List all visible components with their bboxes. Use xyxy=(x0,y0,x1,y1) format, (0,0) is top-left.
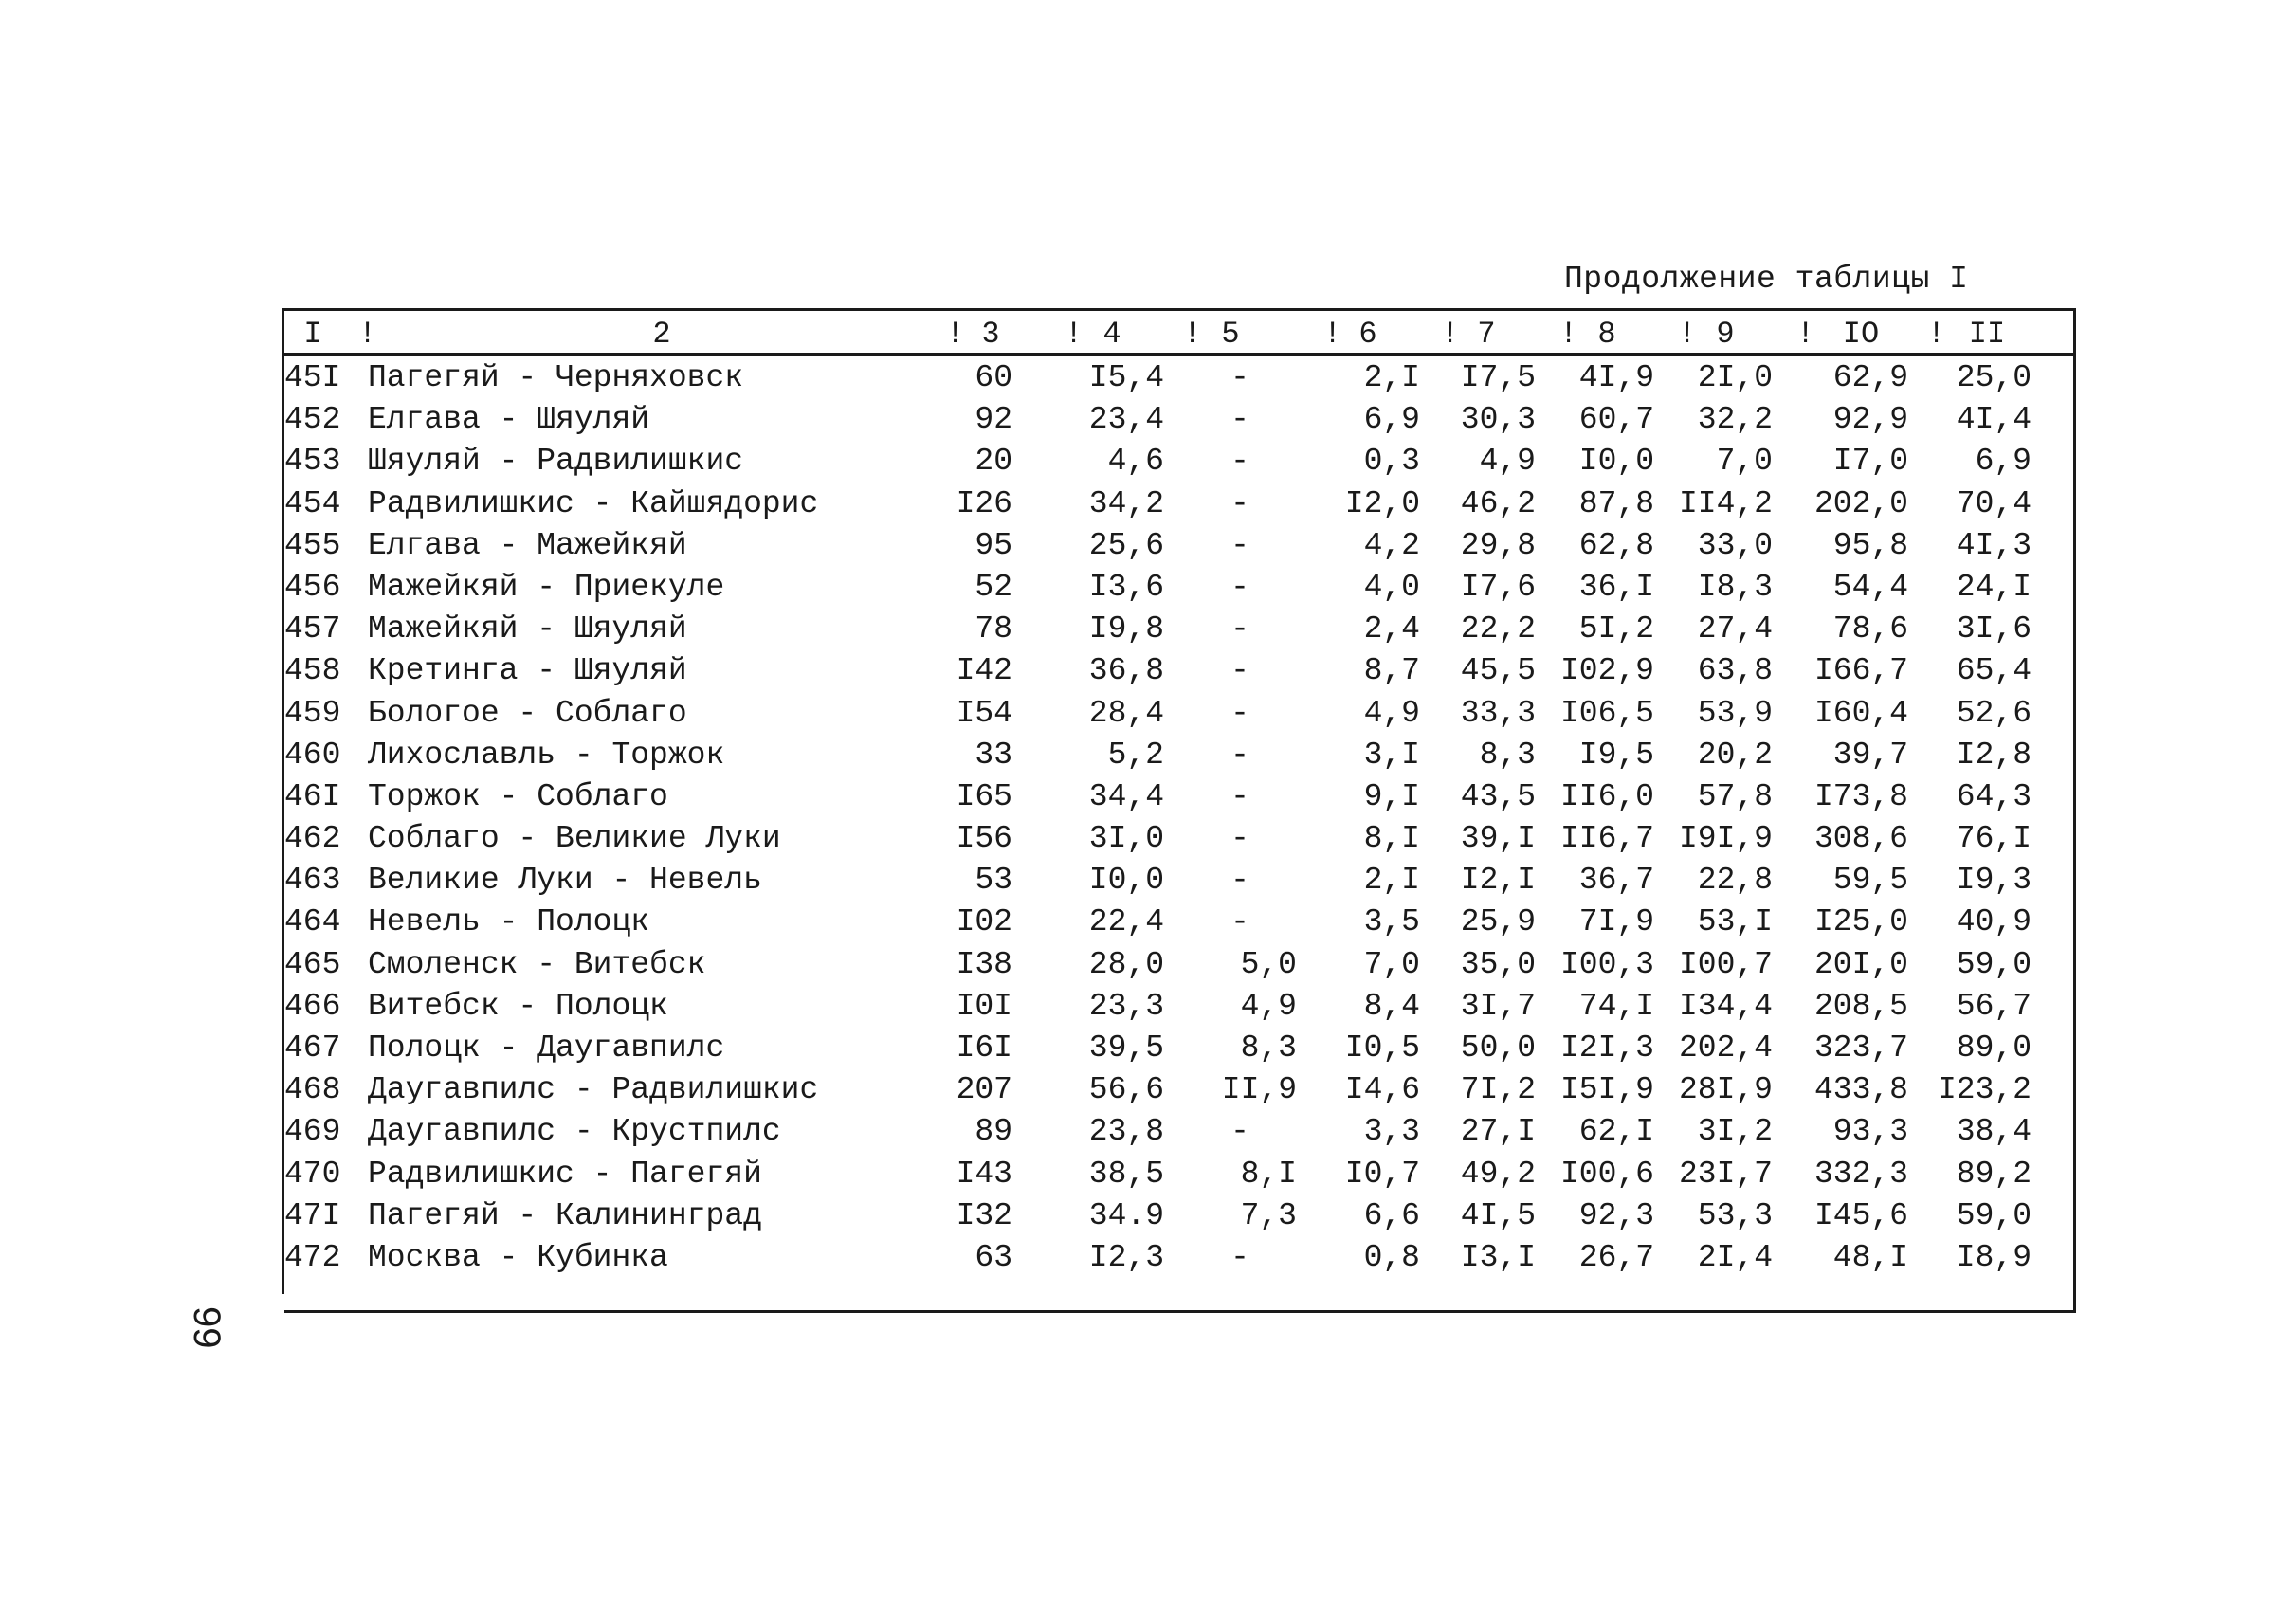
cell-col11: 4I,3 xyxy=(1956,527,2032,563)
cell-col7: 27,I xyxy=(1460,1114,1536,1150)
cell-col7: 22,2 xyxy=(1460,611,1536,647)
cell-col6: 8,I xyxy=(1363,821,1420,857)
header-col-8: 8 xyxy=(1597,317,1616,352)
cell-col4: 28,4 xyxy=(1088,695,1164,731)
cell-col5: - xyxy=(1230,569,1249,605)
cell-col5: 8,I xyxy=(1240,1156,1297,1192)
cell-col3: 53 xyxy=(975,863,1012,899)
cell-col9: 7,0 xyxy=(1716,444,1773,480)
cell-col4: 5,2 xyxy=(1107,737,1164,773)
cell-col4: 39,5 xyxy=(1088,1030,1164,1066)
cell-number: 452 xyxy=(284,402,341,438)
cell-col7: 4,9 xyxy=(1479,444,1536,480)
cell-col9: 23I,7 xyxy=(1678,1156,1773,1192)
table-row xyxy=(282,651,2074,693)
cell-col4: 3I,0 xyxy=(1088,821,1164,857)
cell-col10: 78,6 xyxy=(1832,611,1908,647)
table-body xyxy=(282,358,2074,1280)
cell-col7: 46,2 xyxy=(1460,485,1536,521)
cell-number: 470 xyxy=(284,1156,341,1192)
cell-number: 46I xyxy=(284,778,341,814)
table-row xyxy=(282,819,2074,861)
cell-col8: 62,I xyxy=(1578,1114,1654,1150)
cell-col3: 95 xyxy=(975,527,1012,563)
cell-col8: 7I,9 xyxy=(1578,904,1654,940)
cell-col10: 433,8 xyxy=(1813,1072,1908,1108)
cell-col6: 9,I xyxy=(1363,778,1420,814)
cell-col4: 56,6 xyxy=(1088,1072,1164,1108)
cell-route: Елгава - Мажейкяй xyxy=(368,527,687,563)
cell-number: 464 xyxy=(284,904,341,940)
cell-route: Смоленск - Витебск xyxy=(368,946,706,982)
cell-col10: 323,7 xyxy=(1813,1030,1908,1066)
cell-col7: I2,I xyxy=(1460,863,1536,899)
cell-col6: 6,6 xyxy=(1363,1197,1420,1233)
table-row xyxy=(282,610,2074,651)
cell-col3: I02 xyxy=(956,904,1012,940)
table-row xyxy=(282,568,2074,610)
cell-col6: I0,7 xyxy=(1344,1156,1420,1192)
cell-col11: 6,9 xyxy=(1975,444,2032,480)
cell-route: Мажейкяй - Приекуле xyxy=(368,569,725,605)
cell-col8: 26,7 xyxy=(1578,1239,1654,1275)
header-col-1: I xyxy=(303,317,322,352)
cell-col11: 59,0 xyxy=(1956,1197,2032,1233)
cell-col4: I3,6 xyxy=(1088,569,1164,605)
cell-col3: I32 xyxy=(956,1197,1012,1233)
cell-col5: 4,9 xyxy=(1240,988,1297,1024)
cell-col5: - xyxy=(1230,737,1249,773)
cell-route: Даугавпилс - Крустпилс xyxy=(368,1114,781,1150)
cell-col9: 53,I xyxy=(1697,904,1773,940)
cell-col7: 50,0 xyxy=(1460,1030,1536,1066)
cell-col9: I00,7 xyxy=(1678,946,1773,982)
cell-col7: 33,3 xyxy=(1460,695,1536,731)
cell-col10: I7,0 xyxy=(1832,444,1908,480)
cell-col9: 2I,0 xyxy=(1697,360,1773,395)
cell-col5: - xyxy=(1230,402,1249,438)
cell-col8: II6,7 xyxy=(1559,821,1654,857)
cell-col8: I06,5 xyxy=(1559,695,1654,731)
cell-col9: I34,4 xyxy=(1678,988,1773,1024)
cell-col7: 3I,7 xyxy=(1460,988,1536,1024)
cell-col11: 40,9 xyxy=(1956,904,2032,940)
cell-col8: 36,7 xyxy=(1578,863,1654,899)
cell-col8: I2I,3 xyxy=(1559,1030,1654,1066)
cell-col3: I43 xyxy=(956,1156,1012,1192)
table-row xyxy=(282,903,2074,944)
table-header-row xyxy=(282,317,2074,351)
cell-number: 465 xyxy=(284,946,341,982)
header-separator: ! xyxy=(358,317,377,352)
table-row xyxy=(282,777,2074,819)
cell-col9: 3I,2 xyxy=(1697,1114,1773,1150)
cell-route: Пагегяй - Калининград xyxy=(368,1197,762,1233)
cell-col10: 332,3 xyxy=(1813,1156,1908,1192)
cell-col6: 8,7 xyxy=(1363,653,1420,689)
header-separator: ! xyxy=(1441,317,1460,352)
cell-col4: 34,4 xyxy=(1088,778,1164,814)
cell-number: 455 xyxy=(284,527,341,563)
cell-col3: I65 xyxy=(956,778,1012,814)
cell-col4: 23,8 xyxy=(1088,1114,1164,1150)
cell-col8: II6,0 xyxy=(1559,778,1654,814)
cell-col8: I00,3 xyxy=(1559,946,1654,982)
cell-col6: 2,I xyxy=(1363,863,1420,899)
cell-col8: 5I,2 xyxy=(1578,611,1654,647)
cell-col3: 89 xyxy=(975,1114,1012,1150)
cell-col6: I4,6 xyxy=(1344,1072,1420,1108)
cell-number: 469 xyxy=(284,1114,341,1150)
cell-col11: I2,8 xyxy=(1956,737,2032,773)
cell-route: Невель - Полоцк xyxy=(368,904,650,940)
cell-col4: 38,5 xyxy=(1088,1156,1164,1192)
cell-route: Москва - Кубинка xyxy=(368,1239,668,1275)
cell-col6: 2,I xyxy=(1363,360,1420,395)
cell-route: Радвилишкис - Пагегяй xyxy=(368,1156,762,1192)
cell-col9: 57,8 xyxy=(1697,778,1773,814)
cell-col10: I45,6 xyxy=(1813,1197,1908,1233)
cell-col8: I02,9 xyxy=(1559,653,1654,689)
cell-number: 463 xyxy=(284,863,341,899)
cell-number: 472 xyxy=(284,1239,341,1275)
cell-col10: 208,5 xyxy=(1813,988,1908,1024)
cell-col5: - xyxy=(1230,360,1249,395)
cell-col3: 52 xyxy=(975,569,1012,605)
table-row xyxy=(282,484,2074,526)
cell-col9: I9I,9 xyxy=(1678,821,1773,857)
header-separator: ! xyxy=(1559,317,1578,352)
cell-col10: 62,9 xyxy=(1832,360,1908,395)
cell-col4: 4,6 xyxy=(1107,444,1164,480)
cell-col9: 53,3 xyxy=(1697,1197,1773,1233)
cell-col10: 308,6 xyxy=(1813,821,1908,857)
cell-route: Даугавпилс - Радвилишкис xyxy=(368,1072,819,1108)
cell-col6: 3,I xyxy=(1363,737,1420,773)
table-row xyxy=(282,987,2074,1029)
cell-route: Кретинга - Шяуляй xyxy=(368,653,687,689)
cell-col6: 3,3 xyxy=(1363,1114,1420,1150)
cell-col4: 34,2 xyxy=(1088,485,1164,521)
cell-col7: I7,5 xyxy=(1460,360,1536,395)
cell-col7: 30,3 xyxy=(1460,402,1536,438)
cell-col11: 59,0 xyxy=(1956,946,2032,982)
header-underline xyxy=(282,353,2076,356)
cell-col5: - xyxy=(1230,695,1249,731)
cell-col9: 2I,4 xyxy=(1697,1239,1773,1275)
cell-col3: 33 xyxy=(975,737,1012,773)
cell-col3: I42 xyxy=(956,653,1012,689)
table-row xyxy=(282,1112,2074,1154)
table-top-border xyxy=(282,308,2076,311)
table-row xyxy=(282,1196,2074,1238)
cell-col5: - xyxy=(1230,653,1249,689)
cell-col3: 20 xyxy=(975,444,1012,480)
cell-number: 454 xyxy=(284,485,341,521)
cell-col10: 95,8 xyxy=(1832,527,1908,563)
table-row xyxy=(282,400,2074,442)
cell-col3: 63 xyxy=(975,1239,1012,1275)
table-row xyxy=(282,694,2074,736)
cell-col11: 24,I xyxy=(1956,569,2032,605)
cell-col7: 43,5 xyxy=(1460,778,1536,814)
cell-col11: 89,0 xyxy=(1956,1030,2032,1066)
cell-col8: 87,8 xyxy=(1578,485,1654,521)
cell-col6: 4,9 xyxy=(1363,695,1420,731)
cell-col8: I5I,9 xyxy=(1559,1072,1654,1108)
cell-col4: I5,4 xyxy=(1088,360,1164,395)
cell-col9: 53,9 xyxy=(1697,695,1773,731)
cell-number: 468 xyxy=(284,1072,341,1108)
cell-col6: 0,8 xyxy=(1363,1239,1420,1275)
table-row xyxy=(282,1029,2074,1070)
cell-number: 45I xyxy=(284,360,341,395)
cell-col9: 63,8 xyxy=(1697,653,1773,689)
table-row xyxy=(282,526,2074,568)
cell-col10: 59,5 xyxy=(1832,863,1908,899)
header-col-4: 4 xyxy=(1102,317,1121,352)
cell-col3: I38 xyxy=(956,946,1012,982)
cell-col8: I9,5 xyxy=(1578,737,1654,773)
table-row xyxy=(282,736,2074,777)
cell-col6: 2,4 xyxy=(1363,611,1420,647)
cell-col5: - xyxy=(1230,821,1249,857)
cell-col6: 4,0 xyxy=(1363,569,1420,605)
cell-number: 456 xyxy=(284,569,341,605)
cell-col4: 28,0 xyxy=(1088,946,1164,982)
header-col-5: 5 xyxy=(1221,317,1240,352)
cell-col3: 207 xyxy=(956,1072,1012,1108)
cell-col5: - xyxy=(1230,1114,1249,1150)
cell-col11: I9,3 xyxy=(1956,863,2032,899)
cell-col7: 7I,2 xyxy=(1460,1072,1536,1108)
cell-route: Великие Луки - Невель xyxy=(368,863,762,899)
cell-number: 453 xyxy=(284,444,341,480)
cell-col5: 7,3 xyxy=(1240,1197,1297,1233)
cell-col5: - xyxy=(1230,611,1249,647)
cell-route: Витебск - Полоцк xyxy=(368,988,668,1024)
header-separator: ! xyxy=(1796,317,1815,352)
cell-col4: 23,4 xyxy=(1088,402,1164,438)
cell-col6: 8,4 xyxy=(1363,988,1420,1024)
cell-col5: - xyxy=(1230,904,1249,940)
table-row xyxy=(282,945,2074,987)
cell-col11: 89,2 xyxy=(1956,1156,2032,1192)
header-separator: ! xyxy=(1323,317,1342,352)
cell-route: Мажейкяй - Шяуляй xyxy=(368,611,687,647)
page-number: 99 xyxy=(186,1306,228,1349)
cell-col6: 7,0 xyxy=(1363,946,1420,982)
cell-col4: 36,8 xyxy=(1088,653,1164,689)
table-row xyxy=(282,442,2074,483)
cell-col9: 28I,9 xyxy=(1678,1072,1773,1108)
cell-col9: 202,4 xyxy=(1678,1030,1773,1066)
cell-col11: 52,6 xyxy=(1956,695,2032,731)
cell-col7: I3,I xyxy=(1460,1239,1536,1275)
cell-col11: I23,2 xyxy=(1937,1072,2032,1108)
cell-route: Лихославль - Торжок xyxy=(368,737,725,773)
cell-col9: 32,2 xyxy=(1697,402,1773,438)
header-separator: ! xyxy=(1065,317,1084,352)
cell-col10: 93,3 xyxy=(1832,1114,1908,1150)
cell-number: 467 xyxy=(284,1030,341,1066)
header-col-2: 2 xyxy=(652,317,671,352)
cell-col4: I2,3 xyxy=(1088,1239,1164,1275)
cell-col8: 4I,9 xyxy=(1578,360,1654,395)
cell-number: 459 xyxy=(284,695,341,731)
header-col-7: 7 xyxy=(1477,317,1496,352)
cell-col4: 34.9 xyxy=(1088,1197,1164,1233)
cell-col11: 25,0 xyxy=(1956,360,2032,395)
cell-col10: 202,0 xyxy=(1813,485,1908,521)
cell-route: Соблаго - Великие Луки xyxy=(368,821,781,857)
header-col-10: IO xyxy=(1842,317,1880,352)
cell-col10: 39,7 xyxy=(1832,737,1908,773)
cell-col7: I7,6 xyxy=(1460,569,1536,605)
cell-col5: - xyxy=(1230,778,1249,814)
cell-col6: 0,3 xyxy=(1363,444,1420,480)
cell-col11: 76,I xyxy=(1956,821,2032,857)
cell-col5: 8,3 xyxy=(1240,1030,1297,1066)
table-caption: Продолжение таблицы I xyxy=(1564,262,1969,297)
cell-col3: 78 xyxy=(975,611,1012,647)
cell-col9: 22,8 xyxy=(1697,863,1773,899)
cell-col8: 60,7 xyxy=(1578,402,1654,438)
cell-col3: I54 xyxy=(956,695,1012,731)
cell-col7: 39,I xyxy=(1460,821,1536,857)
cell-col5: - xyxy=(1230,485,1249,521)
cell-col6: 6,9 xyxy=(1363,402,1420,438)
cell-col9: 20,2 xyxy=(1697,737,1773,773)
header-separator: ! xyxy=(1678,317,1697,352)
cell-number: 462 xyxy=(284,821,341,857)
cell-col3: I6I xyxy=(956,1030,1012,1066)
cell-col8: 74,I xyxy=(1578,988,1654,1024)
table-row xyxy=(282,861,2074,903)
cell-number: 466 xyxy=(284,988,341,1024)
cell-route: Торжок - Соблаго xyxy=(368,778,668,814)
cell-col10: I66,7 xyxy=(1813,653,1908,689)
header-col-6: 6 xyxy=(1358,317,1377,352)
cell-col3: 60 xyxy=(975,360,1012,395)
cell-col8: 62,8 xyxy=(1578,527,1654,563)
cell-col11: 56,7 xyxy=(1956,988,2032,1024)
cell-col4: I0,0 xyxy=(1088,863,1164,899)
table-bottom-border xyxy=(284,1310,2076,1313)
cell-col5: II,9 xyxy=(1221,1072,1297,1108)
header-separator: ! xyxy=(1927,317,1946,352)
header-col-11: II xyxy=(1968,317,2006,352)
cell-col10: I60,4 xyxy=(1813,695,1908,731)
cell-col11: 3I,6 xyxy=(1956,611,2032,647)
table-row xyxy=(282,1070,2074,1112)
cell-col6: I0,5 xyxy=(1344,1030,1420,1066)
cell-col11: I8,9 xyxy=(1956,1239,2032,1275)
cell-col7: 35,0 xyxy=(1460,946,1536,982)
cell-number: 460 xyxy=(284,737,341,773)
cell-col5: - xyxy=(1230,863,1249,899)
cell-col7: 8,3 xyxy=(1479,737,1536,773)
cell-col6: 4,2 xyxy=(1363,527,1420,563)
cell-number: 47I xyxy=(284,1197,341,1233)
cell-col6: I2,0 xyxy=(1344,485,1420,521)
cell-col5: - xyxy=(1230,527,1249,563)
cell-col10: 48,I xyxy=(1832,1239,1908,1275)
cell-col10: 20I,0 xyxy=(1813,946,1908,982)
cell-col8: I0,0 xyxy=(1578,444,1654,480)
cell-col5: - xyxy=(1230,444,1249,480)
cell-col11: 64,3 xyxy=(1956,778,2032,814)
cell-col9: I8,3 xyxy=(1697,569,1773,605)
cell-col3: I0I xyxy=(956,988,1012,1024)
cell-route: Полоцк - Даугавпилс xyxy=(368,1030,725,1066)
cell-col7: 25,9 xyxy=(1460,904,1536,940)
cell-col11: 4I,4 xyxy=(1956,402,2032,438)
header-separator: ! xyxy=(946,317,965,352)
cell-col4: 25,6 xyxy=(1088,527,1164,563)
cell-col8: 92,3 xyxy=(1578,1197,1654,1233)
cell-col9: 33,0 xyxy=(1697,527,1773,563)
cell-col10: 54,4 xyxy=(1832,569,1908,605)
cell-col10: 92,9 xyxy=(1832,402,1908,438)
cell-route: Елгава - Шяуляй xyxy=(368,402,650,438)
cell-col4: 23,3 xyxy=(1088,988,1164,1024)
cell-col11: 70,4 xyxy=(1956,485,2032,521)
cell-number: 458 xyxy=(284,653,341,689)
cell-col8: 36,I xyxy=(1578,569,1654,605)
cell-col3: I56 xyxy=(956,821,1012,857)
cell-col5: 5,0 xyxy=(1240,946,1297,982)
table-row xyxy=(282,358,2074,400)
table-row xyxy=(282,1155,2074,1196)
header-col-9: 9 xyxy=(1716,317,1735,352)
cell-route: Шяуляй - Радвилишкис xyxy=(368,444,744,480)
cell-col7: 29,8 xyxy=(1460,527,1536,563)
cell-col11: 38,4 xyxy=(1956,1114,2032,1150)
cell-route: Радвилишкис - Кайшядорис xyxy=(368,485,819,521)
cell-col4: I9,8 xyxy=(1088,611,1164,647)
cell-col10: I73,8 xyxy=(1813,778,1908,814)
header-col-3: 3 xyxy=(981,317,1000,352)
header-separator: ! xyxy=(1183,317,1202,352)
cell-number: 457 xyxy=(284,611,341,647)
cell-col3: 92 xyxy=(975,402,1012,438)
cell-col7: 49,2 xyxy=(1460,1156,1536,1192)
cell-col9: 27,4 xyxy=(1697,611,1773,647)
cell-col8: I00,6 xyxy=(1559,1156,1654,1192)
cell-col9: II4,2 xyxy=(1678,485,1773,521)
cell-col7: 45,5 xyxy=(1460,653,1536,689)
cell-route: Пагегяй - Черняховск xyxy=(368,360,744,395)
cell-col3: I26 xyxy=(956,485,1012,521)
cell-col10: I25,0 xyxy=(1813,904,1908,940)
table-row xyxy=(282,1238,2074,1280)
cell-col6: 3,5 xyxy=(1363,904,1420,940)
cell-col11: 65,4 xyxy=(1956,653,2032,689)
cell-col4: 22,4 xyxy=(1088,904,1164,940)
cell-col5: - xyxy=(1230,1239,1249,1275)
cell-route: Бологое - Соблаго xyxy=(368,695,687,731)
cell-col7: 4I,5 xyxy=(1460,1197,1536,1233)
